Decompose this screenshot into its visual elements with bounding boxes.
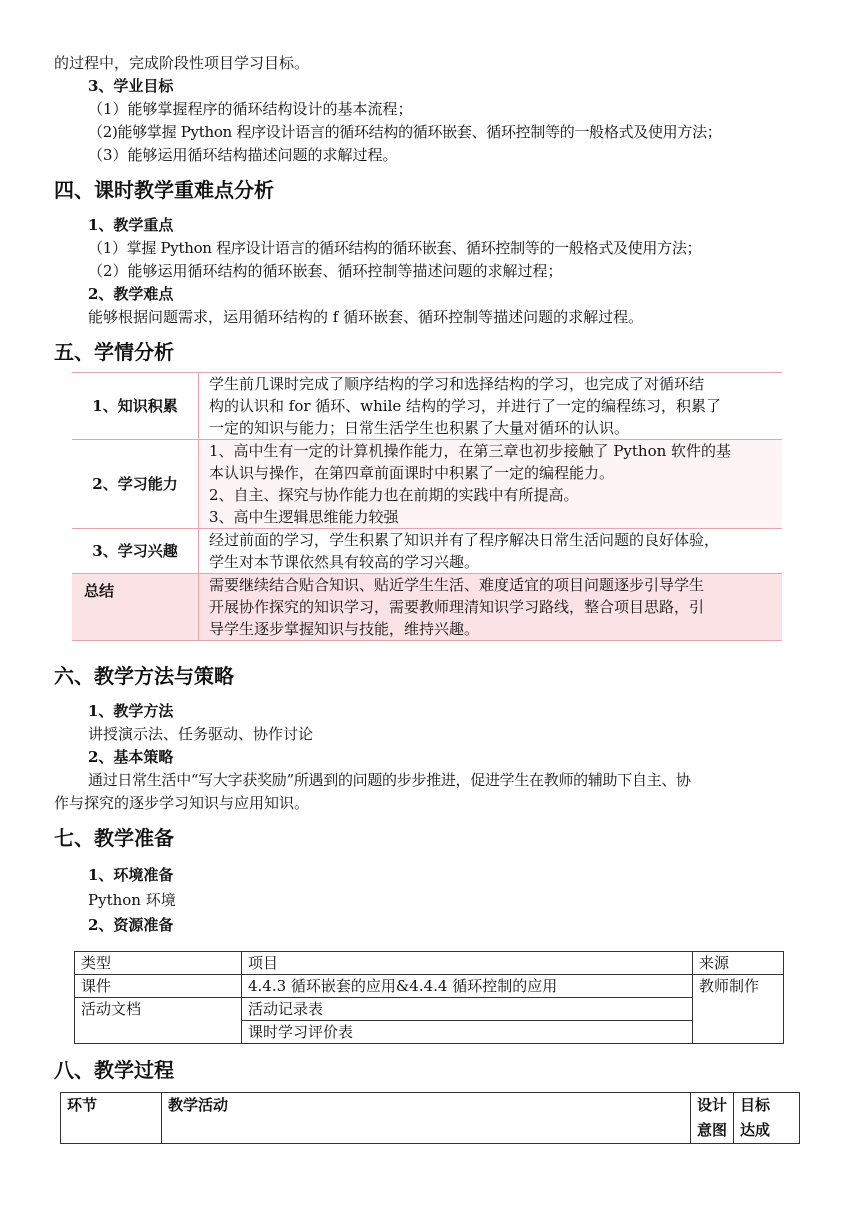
strategy-heading: 2、基本策略 [88,748,174,766]
objective-item: （1）能够掌握程序的循环结构设计的基本流程； [88,100,413,118]
table-row [72,440,782,529]
content-line: 开展协作探究的知识学习，需要教师理清知识学习路线，整合项目思路，引 [209,598,705,616]
header-activity: 教学活动 [162,1093,691,1144]
table-row [72,529,782,574]
table-row [75,952,784,975]
row-label: 1、知识积累 [72,373,199,440]
env-text: Python 环境 [88,891,176,909]
table-row [75,975,784,998]
table-row [75,998,784,1021]
row-content [199,529,783,574]
strategy-line: 通过日常生活中“写大字获奖励”所遇到的问题的步步推进，促进学生在教师的辅助下自主、协 [88,771,691,789]
cell-source: 教师制作 [693,975,784,1044]
cell-type: 活动文档 [75,998,242,1044]
row-label: 2、学习能力 [72,440,199,529]
header-item: 项目 [242,952,693,975]
objectives-heading: 3、学业目标 [88,77,174,95]
intro-line: 的过程中，完成阶段性项目学习目标。 [54,54,310,72]
header-type: 类型 [75,952,242,975]
method-text: 讲授演示法、任务驱动、协作讨论 [88,725,314,743]
resources-table [74,951,784,1044]
difficulty-text: 能够根据问题需求，运用循环结构的 f 循环嵌套、循环控制等描述问题的求解过程。 [88,308,644,326]
learning-analysis-table [72,372,782,641]
process-table [60,1092,800,1144]
content-line: 一定的知识与能力；日常生活学生也积累了大量对循环的认识。 [209,419,630,437]
row-content [199,373,783,440]
resources-heading: 2、资源准备 [88,916,174,934]
key-points-heading: 1、教学重点 [88,216,174,234]
objective-item: （2)能够掌握 Python 程序设计语言的循环结构的循环嵌套、循环控制等的一般格式及使用方法； [88,123,722,141]
content-line: 学生对本节课依然具有较高的学习兴趣。 [209,553,480,571]
cell-item: 课时学习评价表 [242,1021,693,1044]
strategy-line: 作与探究的逐步学习知识与应用知识。 [54,794,310,812]
content-line: 1、高中生有一定的计算机操作能力，在第三章也初步接触了 Python 软件的基 [209,442,732,460]
cell-item: 4.4.3 循环嵌套的应用&4.4.4 循环控制的应用 [242,975,693,998]
header-stage: 环节 [61,1093,162,1144]
objective-item: （3）能够运用循环结构描述问题的求解过程。 [88,146,398,164]
header-source: 来源 [693,952,784,975]
header-goal: 目标 达成 [734,1093,800,1144]
difficulty-heading: 2、教学难点 [88,285,174,303]
cell-type: 课件 [75,975,242,998]
table-row [61,1093,800,1144]
section-4-title: 四、课时教学重难点分析 [54,178,274,202]
row-label: 总结 [72,574,199,641]
content-line: 3、高中生逻辑思维能力较强 [209,508,399,526]
row-label: 3、学习兴趣 [72,529,199,574]
content-line: 2、自主、探究与协作能力也在前期的实践中有所提高。 [209,486,579,504]
section-7-title: 七、教学准备 [54,826,174,850]
content-line: 经过前面的学习，学生积累了知识并有了程序解决日常生活问题的良好体验， [209,531,720,549]
section-6-title: 六、教学方法与策略 [54,664,234,688]
content-line: 导学生逐步掌握知识与技能，维持兴趣。 [209,620,480,638]
table-row [72,373,782,440]
section-5-title: 五、学情分析 [54,340,174,364]
content-line: 构的认识和 for 循环、while 结构的学习，并进行了一定的编程练习，积累了 [209,397,722,415]
content-line: 需要继续结合贴合知识、贴近学生生活、难度适宜的项目问题逐步引导学生 [209,576,705,594]
section-8-title: 八、教学过程 [54,1058,174,1082]
content-line: 学生前几课时完成了顺序结构的学习和选择结构的学习，也完成了对循环结 [209,375,705,393]
cell-item: 活动记录表 [242,998,693,1021]
key-point-item: （1）掌握 Python 程序设计语言的循环结构的循环嵌套、循环控制等的一般格式及使用方法； [88,239,702,257]
row-content [199,574,783,641]
row-content [199,440,783,529]
table-row [72,574,782,641]
content-line: 本认识与操作，在第四章前面课时中积累了一定的编程能力。 [209,464,615,482]
method-heading: 1、教学方法 [88,702,174,720]
key-point-item: （2）能够运用循环结构的循环嵌套、循环控制等描述问题的求解过程； [88,262,563,280]
header-design: 设计 意图 [691,1093,734,1144]
env-heading: 1、环境准备 [88,866,174,884]
